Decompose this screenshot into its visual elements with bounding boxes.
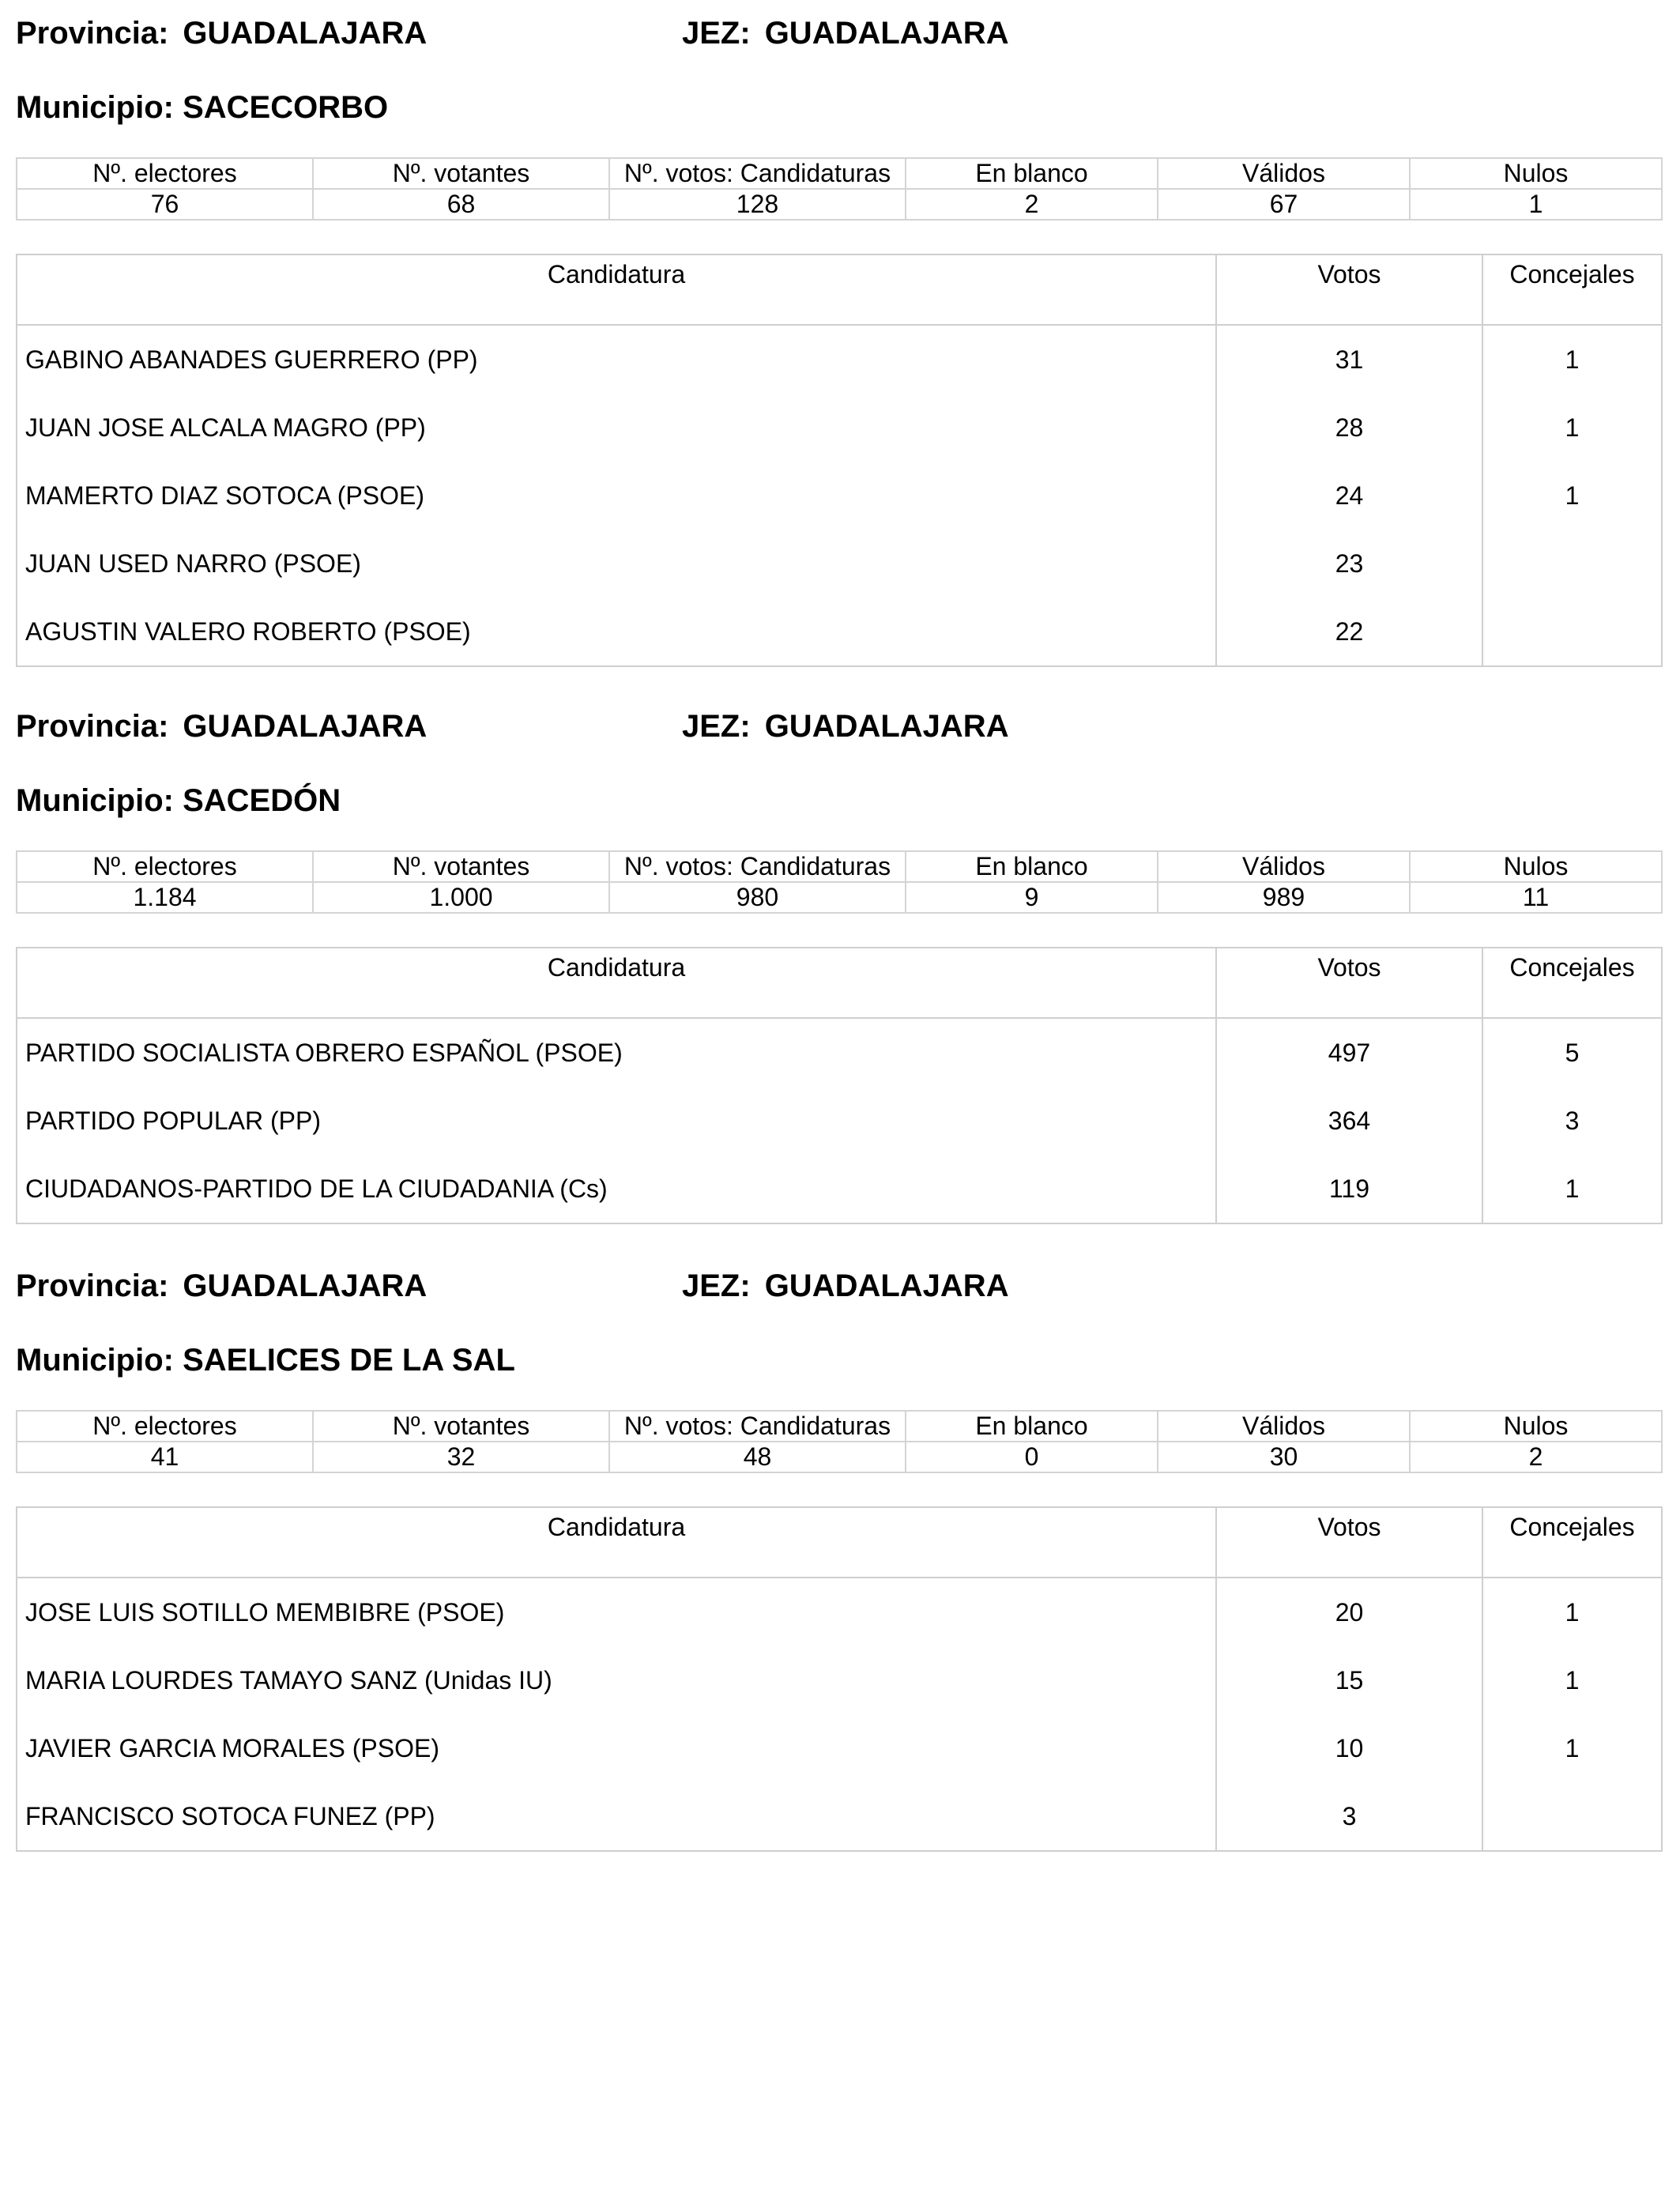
provincia-heading: Provincia: GUADALAJARA bbox=[16, 16, 428, 51]
table-row bbox=[17, 462, 1662, 530]
votos-header: Votos bbox=[1216, 1507, 1482, 1578]
stats-value-cell: 30 bbox=[1158, 1442, 1410, 1472]
candidate-concejales bbox=[1482, 598, 1662, 666]
table-row bbox=[17, 1087, 1662, 1155]
municipality-section-sacedon bbox=[16, 709, 1661, 1224]
stats-value-cell: 9 bbox=[906, 882, 1158, 913]
candidate-concejales: 1 bbox=[1482, 462, 1662, 530]
municipio-heading: Municipio: SAELICES DE LA SAL bbox=[16, 1343, 515, 1378]
candidate-votos: 20 bbox=[1216, 1578, 1482, 1646]
candidate-votos: 364 bbox=[1216, 1087, 1482, 1155]
stats-value-cell: 48 bbox=[609, 1442, 906, 1472]
candidate-votos: 24 bbox=[1216, 462, 1482, 530]
votos-header: Votos bbox=[1216, 948, 1482, 1018]
table-row bbox=[17, 598, 1662, 666]
candidates-table bbox=[16, 947, 1663, 1224]
table-row bbox=[17, 1714, 1662, 1782]
jez-heading: JEZ: GUADALAJARA bbox=[682, 709, 1009, 744]
stats-value-cell: 1 bbox=[1410, 189, 1662, 220]
candidate-concejales: 1 bbox=[1482, 1155, 1662, 1223]
section-header bbox=[16, 1269, 1661, 1316]
concejales-header: Concejales bbox=[1482, 1507, 1662, 1578]
candidate-votos: 15 bbox=[1216, 1646, 1482, 1714]
jez-heading: JEZ: GUADALAJARA bbox=[682, 1269, 1009, 1303]
candidate-name: FRANCISCO SOTOCA FUNEZ (PP) bbox=[25, 1801, 435, 1830]
stats-value-cell: 1.000 bbox=[313, 882, 609, 913]
table-row bbox=[17, 1782, 1662, 1851]
municipality-section-saelices-de-la-sal bbox=[16, 1269, 1661, 1852]
candidates-header-row bbox=[17, 1507, 1662, 1578]
stats-header-cell: En blanco bbox=[906, 1411, 1158, 1442]
stats-header-row bbox=[17, 851, 1662, 882]
section-header bbox=[16, 709, 1661, 756]
stats-value-cell: 2 bbox=[906, 189, 1158, 220]
stats-value-cell: 1.184 bbox=[17, 882, 313, 913]
table-row bbox=[17, 1646, 1662, 1714]
candidates-header-row bbox=[17, 254, 1662, 325]
candidate-votos: 10 bbox=[1216, 1714, 1482, 1782]
municipality-section-sacecorbo bbox=[16, 16, 1661, 667]
candidate-name: JUAN USED NARRO (PSOE) bbox=[25, 548, 361, 578]
candidate-concejales: 1 bbox=[1482, 1578, 1662, 1646]
stats-header-cell: Nº. votos: Candidaturas bbox=[609, 1411, 906, 1442]
candidate-votos: 497 bbox=[1216, 1018, 1482, 1087]
stats-header-cell: Nº. votantes bbox=[313, 851, 609, 882]
candidate-name: JOSE LUIS SOTILLO MEMBIBRE (PSOE) bbox=[25, 1597, 505, 1627]
provincia-heading: Provincia: GUADALAJARA bbox=[16, 1269, 428, 1303]
stats-header-cell: Nulos bbox=[1410, 851, 1662, 882]
candidate-concejales: 1 bbox=[1482, 1714, 1662, 1782]
candidatura-header: Candidatura bbox=[17, 948, 1216, 1018]
candidate-name: JAVIER GARCIA MORALES (PSOE) bbox=[25, 1733, 439, 1762]
stats-header-cell: Nulos bbox=[1410, 158, 1662, 189]
stats-header-cell: Nº. electores bbox=[17, 851, 313, 882]
candidate-votos: 119 bbox=[1216, 1155, 1482, 1223]
candidate-name: GABINO ABANADES GUERRERO (PP) bbox=[25, 345, 478, 374]
candidate-concejales: 1 bbox=[1482, 1646, 1662, 1714]
candidate-concejales: 3 bbox=[1482, 1087, 1662, 1155]
table-row bbox=[17, 325, 1662, 394]
section-header bbox=[16, 16, 1661, 63]
candidate-name: CIUDADANOS-PARTIDO DE LA CIUDADANIA (Cs) bbox=[25, 1174, 608, 1203]
stats-value-cell: 11 bbox=[1410, 882, 1662, 913]
table-row bbox=[17, 1155, 1662, 1223]
municipio-heading: Municipio: SACECORBO bbox=[16, 90, 389, 125]
stats-value-cell: 128 bbox=[609, 189, 906, 220]
candidate-votos: 23 bbox=[1216, 530, 1482, 598]
candidate-votos: 22 bbox=[1216, 598, 1482, 666]
candidates-table bbox=[16, 1506, 1663, 1852]
stats-value-cell: 68 bbox=[313, 189, 609, 220]
stats-header-cell: Nº. votantes bbox=[313, 158, 609, 189]
candidate-name: AGUSTIN VALERO ROBERTO (PSOE) bbox=[25, 616, 471, 646]
candidate-name: JUAN JOSE ALCALA MAGRO (PP) bbox=[25, 413, 426, 442]
candidate-concejales: 5 bbox=[1482, 1018, 1662, 1087]
municipio-heading: Municipio: SACEDÓN bbox=[16, 783, 341, 818]
stats-value-row bbox=[17, 1442, 1662, 1472]
stats-header-cell: Válidos bbox=[1158, 158, 1410, 189]
stats-value-cell: 32 bbox=[313, 1442, 609, 1472]
stats-table bbox=[16, 157, 1663, 221]
table-row bbox=[17, 1578, 1662, 1646]
concejales-header: Concejales bbox=[1482, 948, 1662, 1018]
candidate-concejales: 1 bbox=[1482, 394, 1662, 462]
stats-header-cell: Nº. votos: Candidaturas bbox=[609, 851, 906, 882]
stats-value-cell: 980 bbox=[609, 882, 906, 913]
candidate-votos: 3 bbox=[1216, 1782, 1482, 1851]
stats-header-cell: Válidos bbox=[1158, 851, 1410, 882]
stats-value-cell: 41 bbox=[17, 1442, 313, 1472]
candidate-concejales bbox=[1482, 1782, 1662, 1851]
votos-header: Votos bbox=[1216, 254, 1482, 325]
stats-header-row bbox=[17, 158, 1662, 189]
stats-table bbox=[16, 850, 1663, 914]
stats-value-cell: 76 bbox=[17, 189, 313, 220]
stats-value-cell: 2 bbox=[1410, 1442, 1662, 1472]
candidate-concejales bbox=[1482, 530, 1662, 598]
stats-header-cell: Nº. electores bbox=[17, 158, 313, 189]
table-row bbox=[17, 394, 1662, 462]
jez-heading: JEZ: GUADALAJARA bbox=[682, 16, 1009, 51]
candidatura-header: Candidatura bbox=[17, 1507, 1216, 1578]
stats-header-cell: En blanco bbox=[906, 851, 1158, 882]
stats-header-cell: Nº. votantes bbox=[313, 1411, 609, 1442]
concejales-header: Concejales bbox=[1482, 254, 1662, 325]
candidate-concejales: 1 bbox=[1482, 325, 1662, 394]
stats-table bbox=[16, 1410, 1663, 1473]
stats-value-cell: 67 bbox=[1158, 189, 1410, 220]
stats-value-cell: 989 bbox=[1158, 882, 1410, 913]
candidatura-header: Candidatura bbox=[17, 254, 1216, 325]
stats-header-row bbox=[17, 1411, 1662, 1442]
candidate-votos: 31 bbox=[1216, 325, 1482, 394]
candidate-name: PARTIDO SOCIALISTA OBRERO ESPAÑOL (PSOE) bbox=[25, 1038, 623, 1067]
stats-header-cell: Nº. electores bbox=[17, 1411, 313, 1442]
stats-header-cell: Válidos bbox=[1158, 1411, 1410, 1442]
table-row bbox=[17, 1018, 1662, 1087]
candidates-header-row bbox=[17, 948, 1662, 1018]
candidates-table bbox=[16, 254, 1663, 667]
stats-value-row bbox=[17, 189, 1662, 220]
candidate-name: MAMERTO DIAZ SOTOCA (PSOE) bbox=[25, 481, 424, 510]
candidate-name: MARIA LOURDES TAMAYO SANZ (Unidas IU) bbox=[25, 1665, 552, 1695]
stats-header-cell: En blanco bbox=[906, 158, 1158, 189]
candidate-votos: 28 bbox=[1216, 394, 1482, 462]
stats-header-cell: Nulos bbox=[1410, 1411, 1662, 1442]
stats-value-row bbox=[17, 882, 1662, 913]
stats-header-cell: Nº. votos: Candidaturas bbox=[609, 158, 906, 189]
table-row bbox=[17, 530, 1662, 598]
provincia-heading: Provincia: GUADALAJARA bbox=[16, 709, 428, 744]
candidate-name: PARTIDO POPULAR (PP) bbox=[25, 1106, 321, 1135]
stats-value-cell: 0 bbox=[906, 1442, 1158, 1472]
